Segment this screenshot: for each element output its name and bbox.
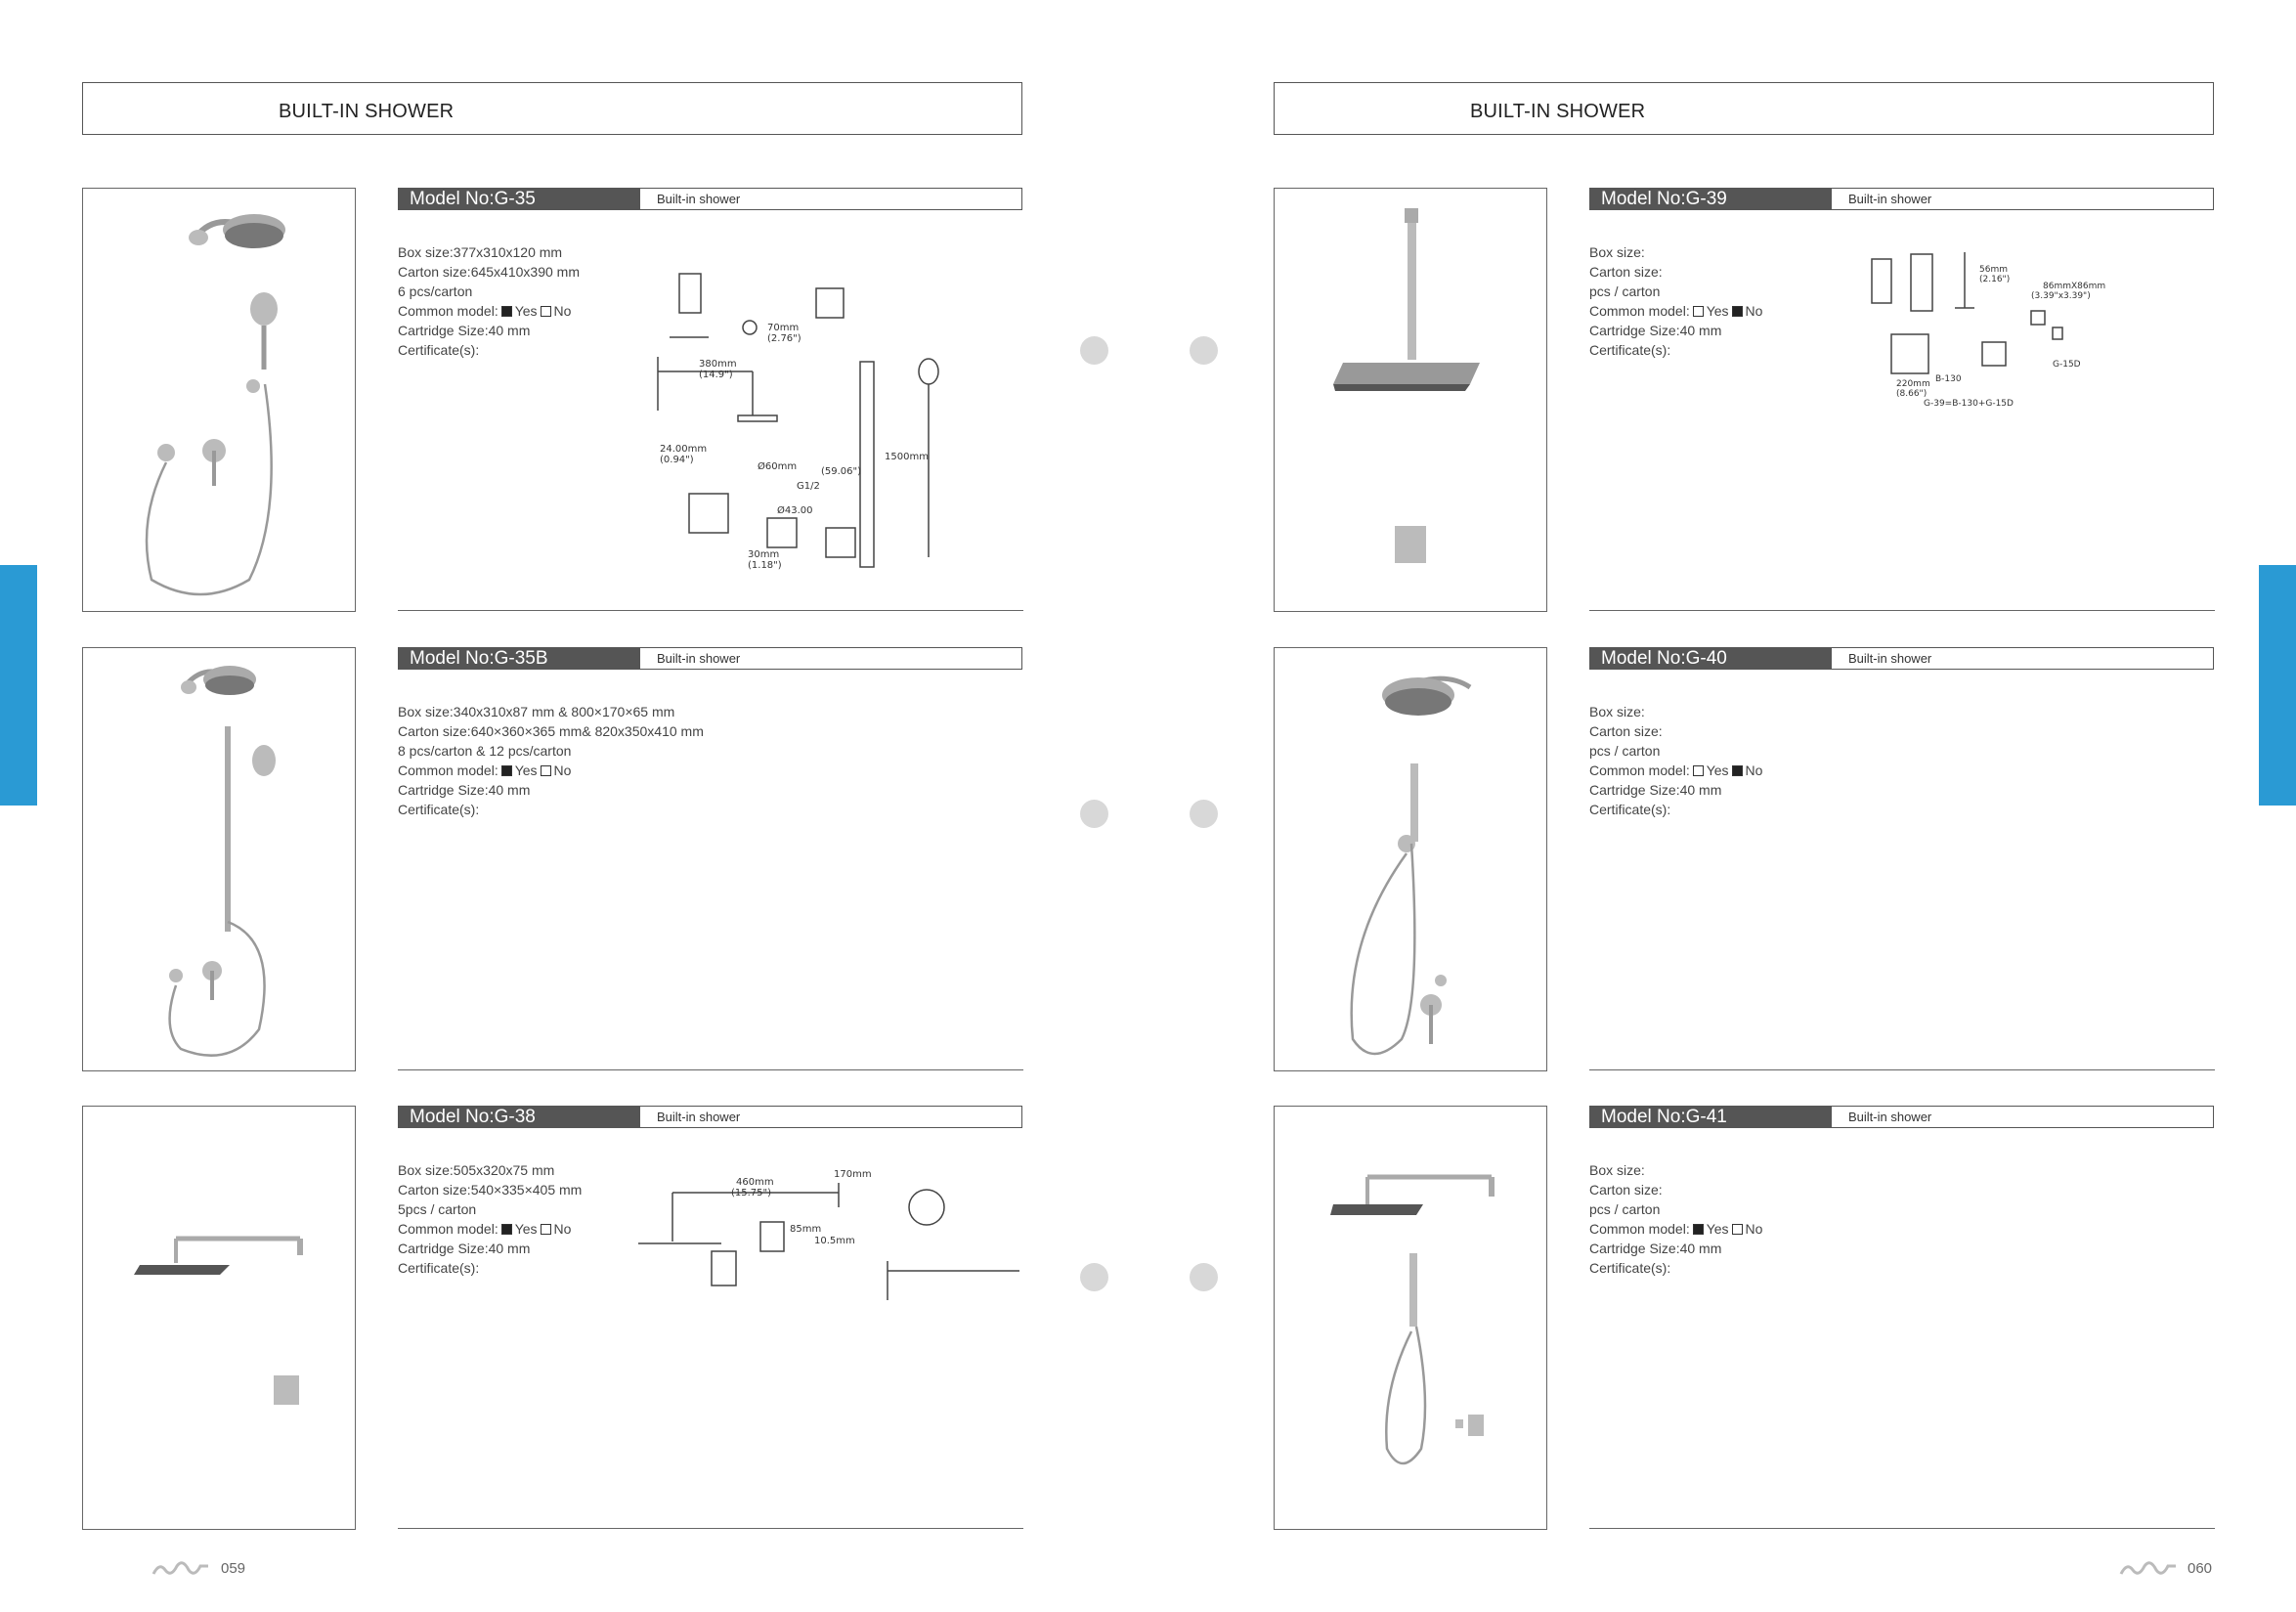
yes-checkbox-filled bbox=[501, 765, 512, 776]
model-number: Model No:G-35 bbox=[399, 189, 640, 209]
page-header-right bbox=[1274, 82, 2214, 135]
cartridge-size: Cartridge Size:40 mm bbox=[398, 782, 531, 798]
dim-label: 86mmX86mm bbox=[2043, 282, 2106, 291]
spec-list-g35b bbox=[398, 702, 704, 819]
model-bar-g35 bbox=[398, 188, 1022, 210]
yes-checkbox-filled bbox=[501, 306, 512, 317]
shower-set-icon bbox=[1275, 1107, 1547, 1530]
model-bar-g35b bbox=[398, 647, 1022, 670]
dim-label: (3.39"x3.39") bbox=[2031, 291, 2091, 301]
no-checkbox-filled bbox=[1732, 765, 1743, 776]
page-number-right: 060 bbox=[2188, 1560, 2213, 1577]
separator bbox=[1589, 1528, 2215, 1529]
cartridge-size: Cartridge Size:40 mm bbox=[398, 323, 531, 338]
yes-checkbox-filled bbox=[501, 1224, 512, 1235]
dim-label: Ø43.00 bbox=[777, 505, 813, 516]
product-image-g40 bbox=[1274, 647, 1547, 1071]
dim-label: 70mm bbox=[767, 323, 800, 333]
dim-label: (59.06") bbox=[821, 466, 862, 477]
placeholder-circle bbox=[1080, 1263, 1108, 1291]
model-number: Model No:G-38 bbox=[399, 1107, 640, 1127]
dim-label: (15.75") bbox=[731, 1188, 772, 1198]
carton-size: Carton size: bbox=[1589, 1182, 1663, 1198]
common-model: Common model: Yes No bbox=[1589, 303, 1763, 319]
product-image-g35 bbox=[82, 188, 356, 612]
pcs-per-carton: pcs / carton bbox=[1589, 743, 1661, 759]
placeholder-circle bbox=[1190, 1263, 1218, 1291]
side-tab-left bbox=[0, 565, 37, 806]
separator bbox=[1589, 610, 2215, 611]
separator bbox=[398, 1069, 1023, 1070]
page-header-left bbox=[82, 82, 1022, 135]
dim-label: (2.16") bbox=[1979, 275, 2011, 284]
dim-label: (0.94") bbox=[660, 455, 694, 465]
separator bbox=[398, 1528, 1023, 1529]
page-title-left: BUILT-IN SHOWER bbox=[279, 101, 455, 122]
spec-list-g38 bbox=[398, 1160, 582, 1278]
carton-size: Carton size:645x410x390 mm bbox=[398, 264, 580, 280]
technical-drawing-g35 bbox=[650, 235, 973, 572]
separator bbox=[398, 610, 1023, 611]
certificate: Certificate(s): bbox=[398, 342, 480, 358]
dim-label: Ø60mm bbox=[758, 461, 798, 472]
spec-list-g39 bbox=[1589, 242, 1762, 360]
dim-label: 380mm bbox=[699, 359, 737, 370]
dim-label: (14.9") bbox=[699, 370, 733, 380]
box-size: Box size:505x320x75 mm bbox=[398, 1162, 555, 1178]
no-checkbox-filled bbox=[1732, 306, 1743, 317]
carton-size: Carton size: bbox=[1589, 264, 1663, 280]
dim-label: G1/2 bbox=[797, 481, 820, 492]
pcs-per-carton: pcs / carton bbox=[1589, 1201, 1661, 1217]
certificate: Certificate(s): bbox=[1589, 802, 1671, 817]
page-number-left: 059 bbox=[221, 1560, 246, 1577]
model-bar-g39 bbox=[1589, 188, 2214, 210]
carton-size: Carton size:540×335×405 mm bbox=[398, 1182, 583, 1198]
separator bbox=[1589, 1069, 2215, 1070]
dim-label: 460mm bbox=[736, 1177, 774, 1188]
box-size: Box size:340x310x87 mm & 800×170×65 mm bbox=[398, 704, 675, 719]
model-bar-g40 bbox=[1589, 647, 2214, 670]
spec-list-g40 bbox=[1589, 702, 1762, 819]
no-checkbox-empty bbox=[541, 1224, 551, 1235]
dim-label: B-130 bbox=[1935, 374, 1962, 384]
certificate: Certificate(s): bbox=[398, 1260, 480, 1276]
model-number: Model No:G-40 bbox=[1590, 648, 1832, 669]
dim-label: 10.5mm bbox=[814, 1236, 855, 1246]
cartridge-size: Cartridge Size:40 mm bbox=[1589, 323, 1722, 338]
shower-set-icon bbox=[83, 189, 356, 612]
model-bar-g38 bbox=[398, 1106, 1022, 1128]
carton-size: Carton size: bbox=[1589, 723, 1663, 739]
box-size: Box size: bbox=[1589, 1162, 1645, 1178]
common-model: Common model: Yes No bbox=[398, 1221, 572, 1237]
dim-label: (1.18") bbox=[748, 560, 782, 571]
technical-drawing-g38 bbox=[633, 1163, 1024, 1310]
dim-label: (2.76") bbox=[767, 333, 801, 344]
model-type: Built-in shower bbox=[1848, 651, 1932, 666]
cartridge-size: Cartridge Size:40 mm bbox=[398, 1241, 531, 1256]
dim-label: G-39=B-130+G-15D bbox=[1924, 399, 2014, 409]
pcs-per-carton: 5pcs / carton bbox=[398, 1201, 477, 1217]
no-checkbox-empty bbox=[541, 765, 551, 776]
dim-label: 56mm bbox=[1979, 265, 2008, 275]
model-type: Built-in shower bbox=[1848, 1110, 1932, 1124]
square-shower-icon bbox=[83, 1107, 356, 1530]
cartridge-size: Cartridge Size:40 mm bbox=[1589, 782, 1722, 798]
pcs-per-carton: pcs / carton bbox=[1589, 283, 1661, 299]
common-model: Common model: Yes No bbox=[1589, 762, 1763, 778]
spec-list-g35 bbox=[398, 242, 580, 360]
dim-label: 85mm bbox=[790, 1224, 822, 1235]
yes-checkbox-empty bbox=[1693, 765, 1704, 776]
dim-label: (8.66") bbox=[1896, 389, 1928, 399]
side-tab-right bbox=[2259, 565, 2296, 806]
pcs-per-carton: 6 pcs/carton bbox=[398, 283, 473, 299]
no-checkbox-empty bbox=[541, 306, 551, 317]
dim-label: 220mm bbox=[1896, 379, 1930, 389]
placeholder-circle bbox=[1080, 336, 1108, 365]
placeholder-circle bbox=[1190, 336, 1218, 365]
certificate: Certificate(s): bbox=[398, 802, 480, 817]
dim-label: 170mm bbox=[834, 1169, 872, 1180]
dim-label: 24.00mm bbox=[660, 444, 708, 455]
placeholder-circle bbox=[1190, 800, 1218, 828]
dim-label: 1500mm bbox=[885, 452, 929, 462]
model-number: Model No:G-41 bbox=[1590, 1107, 1832, 1127]
product-image-g35b bbox=[82, 647, 356, 1071]
placeholder-circle bbox=[1080, 800, 1108, 828]
model-type: Built-in shower bbox=[657, 1110, 741, 1124]
dim-label: 30mm bbox=[748, 549, 780, 560]
box-size: Box size:377x310x120 mm bbox=[398, 244, 563, 260]
spec-list-g41 bbox=[1589, 1160, 1762, 1278]
model-number: Model No:G-39 bbox=[1590, 189, 1832, 209]
box-size: Box size: bbox=[1589, 244, 1645, 260]
model-bar-g41 bbox=[1589, 1106, 2214, 1128]
technical-drawing-g39 bbox=[1857, 244, 2150, 415]
yes-checkbox-empty bbox=[1693, 306, 1704, 317]
model-type: Built-in shower bbox=[657, 651, 741, 666]
box-size: Box size: bbox=[1589, 704, 1645, 719]
page-title-right: BUILT-IN SHOWER bbox=[1470, 101, 1646, 122]
certificate: Certificate(s): bbox=[1589, 1260, 1671, 1276]
shower-column-icon bbox=[83, 648, 356, 1071]
ceiling-shower-icon bbox=[1275, 189, 1547, 612]
yes-checkbox-filled bbox=[1693, 1224, 1704, 1235]
product-image-g41 bbox=[1274, 1106, 1547, 1530]
shower-set-icon bbox=[1275, 648, 1547, 1071]
pcs-per-carton: 8 pcs/carton & 12 pcs/carton bbox=[398, 743, 572, 759]
product-image-g38 bbox=[82, 1106, 356, 1530]
certificate: Certificate(s): bbox=[1589, 342, 1671, 358]
model-number: Model No:G-35B bbox=[399, 648, 640, 669]
carton-size: Carton size:640×360×365 mm& 820x350x410 mm bbox=[398, 723, 704, 739]
model-type: Built-in shower bbox=[657, 192, 741, 206]
common-model: Common model: Yes No bbox=[398, 303, 572, 319]
no-checkbox-empty bbox=[1732, 1224, 1743, 1235]
product-image-g39 bbox=[1274, 188, 1547, 612]
brand-logo-icon bbox=[152, 1560, 210, 1578]
cartridge-size: Cartridge Size:40 mm bbox=[1589, 1241, 1722, 1256]
common-model: Common model: Yes No bbox=[1589, 1221, 1763, 1237]
dim-label: G-15D bbox=[2053, 360, 2081, 370]
common-model: Common model: Yes No bbox=[398, 762, 572, 778]
model-type: Built-in shower bbox=[1848, 192, 1932, 206]
brand-logo-icon bbox=[2119, 1560, 2178, 1578]
